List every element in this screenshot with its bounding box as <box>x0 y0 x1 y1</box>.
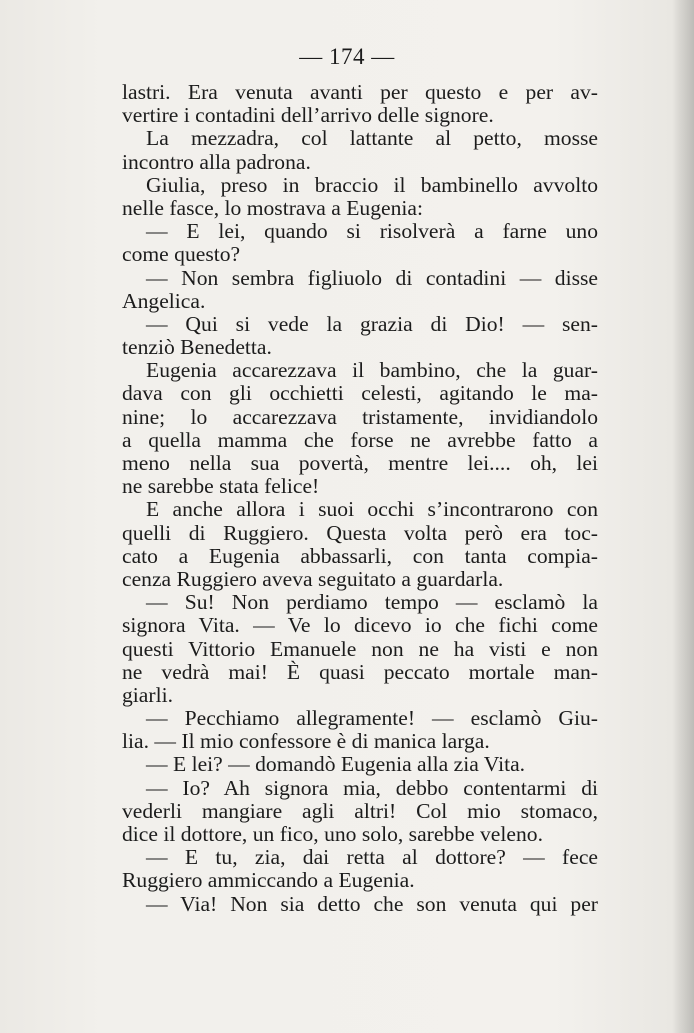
text-line: vederli mangiare agli altri! Col mio stomaco, <box>122 798 598 823</box>
page-spine-shadow <box>672 0 694 1033</box>
text-line: — Via! Non sia detto che son venuta qui per <box>146 891 598 916</box>
text-line: Eugenia accarezzava il bambino, che la guar- <box>146 358 598 383</box>
text-line: — E lei, quando si risolverà a farne uno <box>146 219 598 244</box>
text-line: meno nella sua povertà, mentre lei.... oh, lei <box>122 451 598 475</box>
page-number: — 174 — <box>299 44 395 69</box>
text-line: signora Vita. — Ve lo dicevo io che fichi come <box>122 613 598 638</box>
text-line: — Non sembra figliuolo di contadini — disse <box>146 265 598 290</box>
text-line: cenza Ruggiero aveva seguitato a guardarla. <box>122 566 504 591</box>
text-line: vertire i contadini dell’arrivo delle signore. <box>122 103 494 128</box>
text-line: E anche allora i suoi occhi s’incontrarono con <box>146 497 598 522</box>
text-line: Angelica. <box>122 288 206 313</box>
text-line: — Io? Ah signora mia, debbo contentarmi di <box>146 775 598 800</box>
text-line: Ruggiero ammiccando a Eugenia. <box>122 868 415 893</box>
text-line: ne vedrà mai! È quasi peccato mortale man- <box>122 659 598 684</box>
text-line: dice il dottore, un fico, uno solo, sarebbe veleno. <box>122 822 543 846</box>
text-line: come questo? <box>122 242 241 267</box>
text-line: nelle fasce, lo mostrava a Eugenia: <box>122 195 423 220</box>
text-line: nine; lo accarezzava tristamente, invidiandolo <box>122 404 598 429</box>
text-line: Giulia, preso in braccio il bambinello avvolto <box>146 172 598 197</box>
text-line: incontro alla padrona. <box>122 149 311 174</box>
text-line: — Pecchiamo allegramente! — esclamò Giu- <box>146 706 598 731</box>
body-text <box>122 81 598 916</box>
text-line: giarli. <box>122 682 173 707</box>
text-line: ne sarebbe stata felice! <box>122 474 320 499</box>
text-line: questi Vittorio Emanuele non ne ha visti e non <box>122 636 598 661</box>
text-line: a quella mamma che forse ne avrebbe fatto a <box>122 427 598 452</box>
text-line: tenziò Benedetta. <box>122 335 272 360</box>
text-line: — E tu, zia, dai retta al dottore? — fece <box>146 845 598 870</box>
text-line: lastri. Era venuta avanti per questo e per av- <box>122 80 598 104</box>
text-line: dava con gli occhietti celesti, agitando le ma- <box>122 381 598 406</box>
text-line: — Su! Non perdiamo tempo — esclamò la <box>146 590 598 615</box>
text-line: quelli di Ruggiero. Questa volta però era toc- <box>122 520 598 545</box>
text-line: lia. — Il mio confessore è di manica larga. <box>122 729 490 754</box>
text-line: — Qui si vede la grazia di Dio! — sen- <box>146 311 598 336</box>
text-line: La mezzadra, col lattante al petto, mosse <box>146 126 598 151</box>
text-line: — E lei? — domandò Eugenia alla zia Vita. <box>146 752 526 777</box>
text-line: cato a Eugenia abbassarli, con tanta compia- <box>122 543 598 568</box>
